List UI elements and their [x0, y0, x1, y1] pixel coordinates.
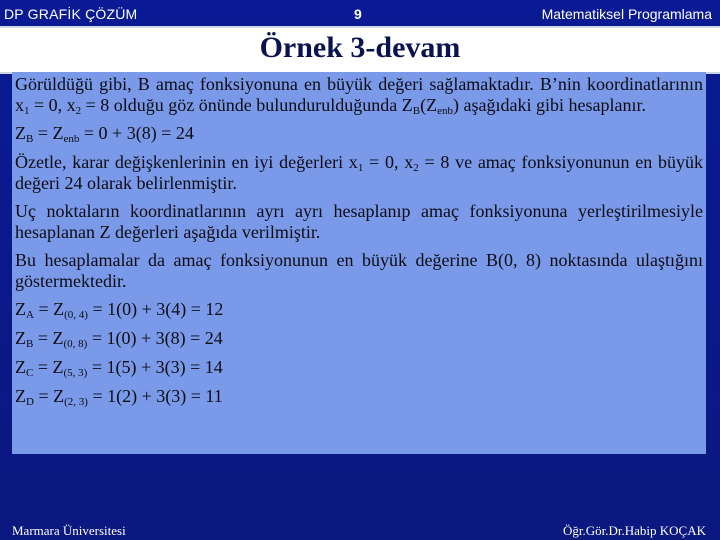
header-bar — [0, 0, 720, 28]
paragraph-4: Bu hesaplamalar da amaç fonksiyonunun en büyük değerine B(0, 8) noktasında ulaştığını göstermektedir. — [15, 250, 703, 291]
course-topic: DP GRAFİK ÇÖZÜM — [4, 6, 138, 22]
equation-row: $Z_B = Z_{(0, 8)} = 1(0) + 3(8) = 24$ — [15, 328, 223, 350]
equation-zb: $Z_B = Z_{enb} = 0 + 3(8) = 24$ — [15, 123, 194, 145]
page-number: 9 — [354, 6, 362, 22]
equation-row: $Z_C = Z_{(5, 3)} = 1(5) + 3(3) = 14$ — [15, 357, 223, 379]
content-box — [12, 72, 706, 454]
paragraph-3: Uç noktaların koordinatlarının ayrı ayrı hesaplanıp amaç fonksiyonuna yerleştirilmesiyle hesaplanan Z değerleri aşağıda verilmiştir. — [15, 201, 703, 242]
paragraph-2: Özetle, karar değişkenlerinin en iyi değerleri $x_1 = 0$, $x_2 = 8$ ve amaç fonksiyonunun en büyük değeri 24 olarak belirlenmiştir. — [15, 152, 703, 193]
author: Öğr.Gör.Dr.Habip KOÇAK — [563, 523, 706, 538]
title-bar — [0, 26, 720, 74]
slide-title: Örnek 3-devam — [259, 31, 461, 64]
institution: Marmara Üniversitesi — [12, 523, 126, 538]
equation-row: $Z_A = Z_{(0, 4)} = 1(0) + 3(4) = 12$ — [15, 299, 224, 321]
paragraph-1: Görüldüğü gibi, B amaç fonksiyonuna en büyük değeri sağlamaktadır. B’nin koordinatlarının $x_1 = 0$, $x_2 = 8$ olduğu göz önünde bulundurulduğunda $Z_B(Z_{enb})$ aşağıdaki gibi hesaplanır. — [15, 74, 703, 117]
course-name: Matematiksel Programlama — [541, 6, 712, 22]
equation-row: $Z_D = Z_{(2, 3)} = 1(2) + 3(3) = 11$ — [15, 386, 223, 408]
footer-bar — [0, 518, 720, 540]
